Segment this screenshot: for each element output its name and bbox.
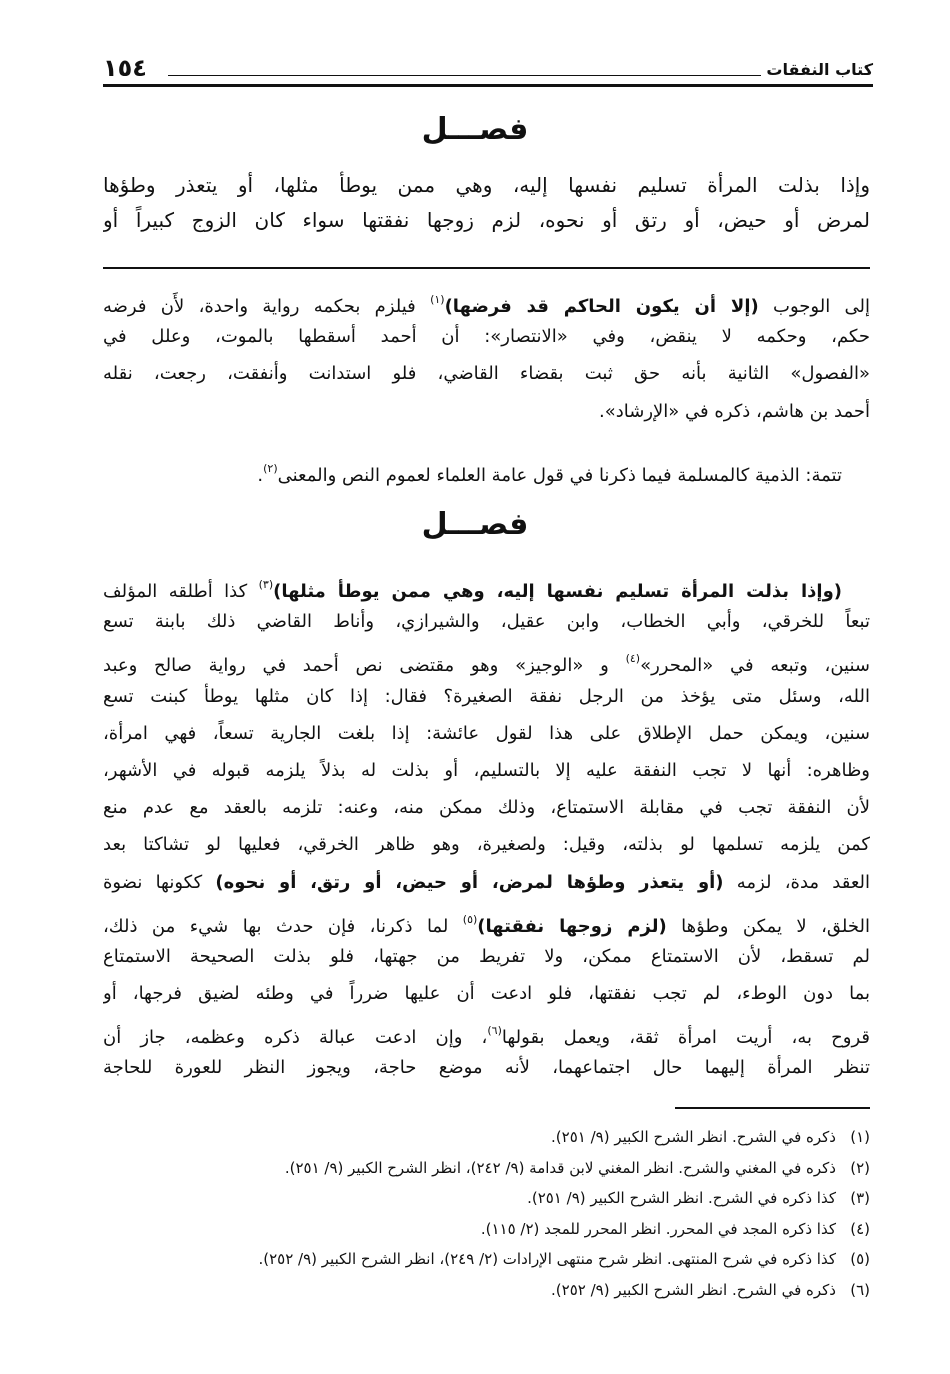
footnote-number: (٢)	[850, 1158, 870, 1177]
text-line	[103, 789, 870, 826]
text-line	[103, 864, 870, 901]
text-run: .	[257, 465, 264, 486]
text-run: قروح به، أريت امرأة ثقة، ويعمل بقولها	[501, 1027, 870, 1049]
footnote-text: كذا ذكره في شرح المنتهى. انظر شرح منتهى الإرادات (٢/ ٢٤٩)، انظر الشرح الكبير (٩/ ٢٥٢).	[258, 1250, 836, 1268]
text-run: و «الوجيز» وهو مقتضى نص أحمد في رواية صالح وعبد	[103, 655, 626, 677]
text-run: ، وإن ادعت عبالة ذكره وعظمه، جاز أن	[103, 1027, 488, 1049]
text-run: تنظر المرأة إليهما حال اجتماعهما، لأنه موضع حاجة، ويجوز النظر للعورة للحاجة	[103, 1057, 870, 1079]
footnote-marker: (٦)	[487, 1024, 502, 1038]
footnote-text: ذكره في الشرح. انظر الشرح الكبير (٩/ ٢٥١).	[551, 1128, 836, 1146]
text-run: لما ذكرنا، فإن حدث بها شيء من ذلك،	[103, 915, 463, 937]
text-run: وظاهره: أنها لا تجب النفقة عليه إلا بالتسليم، أو بذلت له بذلاً يلزمه قبوله في الأشهر،	[103, 759, 870, 781]
footnote	[103, 1275, 870, 1306]
text-line	[103, 1012, 870, 1049]
text-line	[103, 826, 870, 863]
quoted-matn: (إلا أن يكون الحاكم قد فرضها)	[444, 296, 759, 317]
text-run: تبعاً للخرقي، وأبي الخطاب، وابن عقيل، والشيرازي، وأناط القاضي ذلك بابنة تسع	[103, 611, 870, 633]
text-line	[103, 1049, 870, 1086]
quoted-matn: (لزم زوجها نفقتها)	[477, 915, 667, 937]
footnote-text: ذكره في المغني والشرح. انظر المغني لابن قدامة (٩/ ٢٤٢)، انظر الشرح الكبير (٩/ ٢٥١).	[284, 1158, 836, 1177]
running-header	[103, 54, 873, 84]
footnote	[103, 1122, 870, 1153]
text-run: بما دون الوطء، لم تجب نفقتها، فلو ادعت أن عليها ضرراً في وطئه لضيق فرجها، أو	[103, 983, 870, 1005]
footnote-marker: (٤)	[625, 652, 641, 666]
quoted-matn: (أو يتعذر وطؤها لمرض، أو حيض، أو رتق، أو نحوه)	[215, 871, 724, 893]
text-run: أحمد بن هاشم، ذكره في «الإرشاد».	[599, 400, 870, 422]
matn-commentary-divider	[103, 267, 870, 269]
section-heading-commentary: فصـــل	[421, 507, 529, 542]
footnote	[103, 1244, 870, 1275]
footnote	[103, 1153, 870, 1184]
text-run: تتمة: الذمية كالمسلمة فيما ذكرنا في قول عامة العلماء لعموم النص والمعنى	[277, 465, 842, 486]
section-heading-matn: فصـــل	[421, 112, 529, 147]
footnote-marker: (٥)	[462, 912, 478, 926]
text-run: إلى الوجوب	[758, 296, 870, 317]
header-divider	[103, 84, 873, 87]
footnote-divider	[675, 1107, 870, 1109]
text-run: العقد مدة، لزمه	[723, 871, 870, 893]
footnote-marker: (٣)	[258, 578, 274, 591]
text-line	[103, 281, 870, 318]
footnote-text: كذا ذكره المجد في المحرر. انظر المحرر للمجد (٢/ ١١٥).	[480, 1219, 836, 1238]
footnote-number: (٤)	[850, 1219, 870, 1238]
text-line	[103, 355, 870, 392]
footnote	[103, 1214, 870, 1245]
text-line	[103, 640, 870, 677]
text-line	[103, 393, 870, 430]
footnote-text: ذكره في الشرح. انظر الشرح الكبير (٩/ ٢٥٢).	[551, 1280, 836, 1299]
text-line	[103, 203, 870, 238]
commentary-part2	[103, 566, 870, 1087]
text-run: كمن يلزمه تسلمها لو بذلته، وقيل: ولصغيرة، وهو ظاهر الخرقي، فعليها لو تشاكتا بعد	[103, 834, 870, 856]
footnote-number: (٣)	[850, 1189, 870, 1207]
text-run: فيلزم بحكمه رواية واحدة، لأَن فرضه	[103, 296, 431, 317]
footnote-number: (٥)	[850, 1250, 870, 1268]
footnote-marker: (١)	[430, 293, 445, 306]
text-run: «الفصول» الثانية بأنه حق ثبت بقضاء القاضي، فلو استدانت وأنفقت، رجعت، نقله	[103, 363, 870, 385]
text-line	[103, 603, 870, 640]
matn-text	[103, 168, 870, 238]
text-line	[103, 975, 870, 1012]
text-run: لأن النفقة تجب في مقابلة الاستمتاع، وذلك ممكن منه، وعنه: تلزمه بالعقد مع عدم منع	[103, 797, 870, 819]
text-run: سنين، ويمكن حمل الإطلاق على هذا لقول عائشة: إذا بلغت الجارية تسعاً، فهي امرأة،	[103, 722, 870, 744]
text-line	[103, 715, 870, 752]
header-rule	[168, 75, 761, 76]
tatimma	[103, 450, 870, 487]
commentary-part1	[103, 281, 870, 430]
text-run: الله، وسئل متى يؤخذ من الرجل نفقة الصغيرة؟ فقال: إذا كان مثلها يوطأ كبنت تسع	[103, 685, 870, 707]
text-run: لمرض أو حيض، أو رتق أو نحوه، لزم زوجها نفقتها سواء كان الزوج كبيراً أو	[103, 208, 870, 232]
footnote-number: (٦)	[850, 1280, 870, 1299]
footnote-number: (١)	[850, 1128, 870, 1146]
text-line	[103, 168, 870, 203]
quoted-matn: (وإذا بذلت المرأة تسليم نفسها إليه، وهي ممن يوطأ مثلها)	[273, 581, 842, 602]
text-line	[103, 318, 870, 355]
text-line	[103, 901, 870, 938]
footnote	[103, 1183, 870, 1214]
footnotes	[103, 1122, 870, 1305]
book-title: كتاب النفقات	[766, 60, 873, 79]
text-run: كذا أطلقه المؤلف	[103, 581, 259, 602]
text-line	[103, 752, 870, 789]
text-run: حكم، وحكمه لا ينقض، وفي «الانتصار»: أن أحمد أسقطها بالموت، وعلل في	[103, 326, 870, 348]
text-run: سنين، وتبعه في «المحرر»	[640, 655, 870, 677]
page-number: ١٥٤	[103, 54, 147, 82]
text-line	[103, 678, 870, 715]
tatimma-line	[103, 450, 870, 487]
text-line	[103, 938, 870, 975]
text-run: لم تسقط، لأن الاستمتاع ممكن، ولا تفريط من جهتها، فلو بذلت الصحيحة الاستمتاع	[103, 945, 870, 967]
footnote-text: كذا ذكره في الشرح. انظر الشرح الكبير (٩/ ٢٥١).	[527, 1189, 836, 1207]
text-run: وإذا بذلت المرأة تسليم نفسها إليه، وهي ممن يوطأ مثلها، أو يتعذر وطؤها	[103, 173, 870, 197]
footnote-marker: (٢)	[263, 462, 278, 475]
text-run: الخلق، لا يمكن وطؤها	[666, 915, 870, 937]
text-line	[103, 566, 870, 603]
text-run: ككونها نضوة	[103, 871, 216, 893]
